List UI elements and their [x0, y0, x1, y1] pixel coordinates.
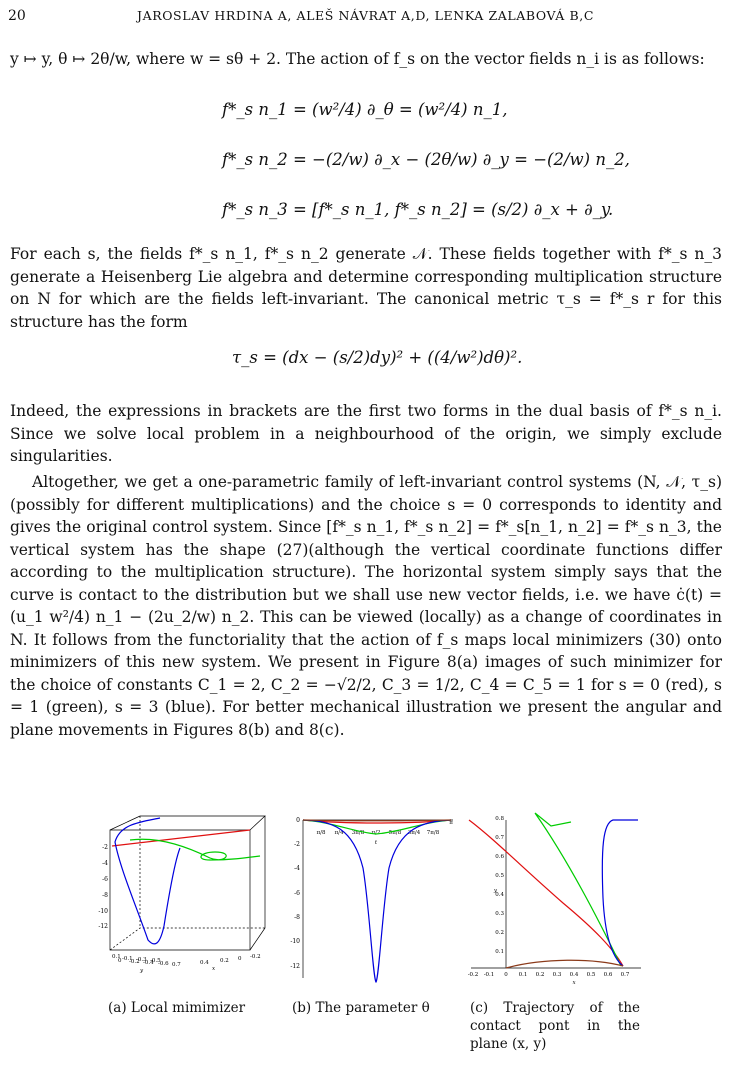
- x-tick: -0.2: [467, 972, 479, 978]
- paragraph-4: Altogether, we get a one-parametric family of left-invariant control systems (N, 𝒩, τ_s) (possibly for different multiplications) and the choice s = 0 corresponds to identity and gives the original control system. Since [f*_s n_1, f*_s n_2] = f*_s[n_1, n_2] = f*_s n_3, the vertical system has the shape (27)(although the vertical coordinate functions differ according to the multiplication structure). The horizontal system simply says that the curve is contact to the distribution but we shall use new vector fields, i.e. we have ċ(t) = (u_1 w²/4) n_1 − (2u_2/w) n_2. This can be viewed (locally) as a change of coordinates in N. It follows from the functoriality that the action of f_s maps local minimizers (30) onto minimizers of this new system. We present in Figure 8(a) images of such minimizer for the choice of constants C_1 = 2, C_2 = −√2/2, C_3 = 1/2, C_4 = C_5 = 1 for s = 0 (red), s = 1 (green), s = 3 (blue). For better mechanical illustration we present the angular and plane movements in Figures 8(b) and 8(c).: [10, 473, 722, 739]
- figure-panel-b: [283, 808, 458, 993]
- y-tick: 0.6: [495, 854, 504, 860]
- caption-panel-a: (a) Local mimimizer: [108, 1000, 246, 1016]
- y-tick: -0.3: [136, 957, 147, 963]
- paragraph-2: For each s, the fields f*_s n_1, f*_s n_2 generate 𝒩. These fields together with f*_s n_3 generate a Heisenberg Lie algebra and determine corresponding multiplication structure on N for which are the fields left-invariant. The canonical metric τ_s = f*_s r for this structure has the form: [10, 245, 722, 331]
- x-tick: π: [449, 820, 453, 826]
- y-tick: 0.1: [112, 954, 121, 960]
- curve-s0-red: [469, 820, 623, 966]
- curve-extra-brown: [506, 960, 623, 968]
- y-tick: 0.2: [495, 930, 504, 936]
- figure-panel-a: [100, 808, 268, 978]
- x-tick: 0.5: [586, 972, 596, 978]
- y-tick: 0.7: [495, 835, 504, 841]
- y-tick: -0.6: [158, 961, 169, 967]
- z-tick: -8: [102, 892, 108, 899]
- x-tick: 7π/8: [426, 830, 440, 836]
- curve-s0-red: [112, 830, 250, 846]
- x-tick: 0.4: [200, 960, 209, 966]
- x-tick: 0.4: [569, 972, 579, 978]
- curve-s1-green: [130, 839, 260, 860]
- x-axis-label: x: [212, 966, 216, 972]
- x-tick: -0.2: [250, 954, 261, 960]
- x-tick: 0.1: [518, 972, 528, 978]
- x-tick: π/8: [316, 830, 326, 836]
- x-axis-label: t: [374, 840, 378, 846]
- y-tick: -0.4: [143, 960, 154, 966]
- x-tick: 5π/8: [388, 830, 402, 836]
- page-number: 20: [8, 8, 26, 24]
- x-tick: π/2: [371, 830, 381, 836]
- x-tick: 0.2: [220, 958, 229, 964]
- x-tick: -0.1: [483, 972, 495, 978]
- x-tick: π/4: [334, 830, 344, 836]
- x-tick: 0: [238, 956, 242, 962]
- y-axis-label: y: [140, 968, 144, 974]
- panel-a-plot: [100, 808, 268, 978]
- equation-4: τ_s = (dx − (s/2)dy)² + ((4/w²)dθ)².: [232, 348, 523, 367]
- paragraph-3: Indeed, the expressions in brackets are the first two forms in the dual basis of f*_s n_i. Since we solve local problem in a neighbourhood of the origin, we simply exclude singularities.: [10, 402, 722, 465]
- panel-b-plot: [283, 808, 458, 993]
- curve-s3-blue: [115, 818, 180, 944]
- y-tick: -0.5: [150, 958, 161, 964]
- y-tick: 0.5: [495, 873, 504, 879]
- equation-2: f*_s n_2 = −(2/w) ∂_x − (2θ/w) ∂_y = −(2/w) n_2,: [222, 150, 630, 169]
- figure-panel-c: [463, 808, 643, 988]
- y-tick: 0.1: [495, 949, 504, 955]
- y-tick: 0.4: [495, 892, 504, 898]
- y-tick: -8: [294, 914, 300, 921]
- y-tick: -12: [290, 963, 300, 970]
- panel-c-plot: [463, 808, 643, 988]
- x-axis-label: x: [572, 980, 576, 986]
- running-head: JAROSLAV HRDINA A, ALEŠ NÁVRAT A,D, LENKA ZALABOVÁ B,C: [136, 8, 595, 23]
- caption-panel-b: (b) The parameter θ: [292, 1000, 430, 1016]
- equation-1: f*_s n_1 = (w²/4) ∂_θ = (w²/4) n_1,: [222, 100, 508, 119]
- z-tick: -10: [98, 908, 108, 915]
- x-tick: 0.6: [603, 972, 613, 978]
- y-tick: -0.1: [122, 956, 133, 962]
- y-tick: -0.2: [129, 959, 140, 965]
- z-tick: -6: [102, 876, 108, 883]
- z-tick: -2: [102, 844, 108, 851]
- x-tick: 3π/4: [407, 830, 421, 836]
- equation-3: f*_s n_3 = [f*_s n_1, f*_s n_2] = (s/2) ∂_x + ∂_y.: [222, 200, 614, 219]
- y-tick: 0.8: [495, 816, 504, 822]
- y-tick: 0.3: [495, 911, 504, 917]
- caption-panel-c: (c) Trajectory of the contact pont in the plane (x, y): [470, 1000, 640, 1052]
- x-tick: 0.3: [552, 972, 562, 978]
- y-tick: 0.7: [172, 962, 181, 968]
- y-tick: -10: [290, 938, 300, 945]
- y-tick: 0: [118, 958, 122, 964]
- z-tick: -12: [98, 923, 108, 930]
- x-tick: 0.2: [535, 972, 545, 978]
- x-tick: 0.7: [620, 972, 630, 978]
- y-tick: -2: [294, 841, 300, 848]
- x-tick: 3π/8: [351, 830, 365, 836]
- page-header: [0, 8, 731, 30]
- y-tick: 0: [296, 817, 300, 824]
- y-tick: -6: [294, 890, 300, 897]
- curve-s3-blue: [602, 820, 638, 966]
- y-tick: -4: [294, 865, 300, 872]
- z-tick: -4: [102, 860, 108, 867]
- x-tick: 0: [504, 972, 508, 978]
- y-axis-label: y: [493, 888, 497, 894]
- paragraph-1: y ↦ y, θ ↦ 2θ/w, where w = sθ + 2. The action of f_s on the vector fields n_i is as follows:: [10, 50, 705, 68]
